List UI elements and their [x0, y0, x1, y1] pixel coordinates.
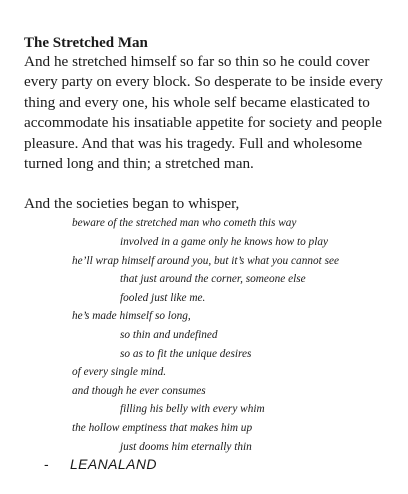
poem-line: so thin and undefined	[120, 329, 218, 341]
poem-line: the hollow emptiness that makes him up	[72, 421, 253, 434]
signature-dash: -	[44, 456, 50, 472]
poem-line: fooled just like me.	[120, 291, 206, 304]
signature	[44, 456, 157, 472]
signature-name: LEANALAND	[70, 456, 157, 472]
poem-line: so as to fit the unique desires	[120, 347, 252, 360]
poem-line: he’ll wrap himself around you, but it’s what you cannot see	[72, 254, 340, 267]
poem-line: of every single mind.	[72, 366, 167, 379]
poem-line: filling his belly with every whim	[120, 403, 265, 416]
poem-line: involved in a game only he knows how to play	[120, 236, 329, 249]
document	[24, 34, 396, 456]
poem-line: that just around the corner, someone else	[120, 273, 306, 286]
poem-line: beware of the stretched man who cometh this way	[72, 217, 297, 230]
poem-line: just dooms him eternally thin	[120, 440, 252, 453]
poem-line: he’s made himself so long,	[72, 310, 191, 323]
poem	[24, 214, 396, 456]
poem-line: and though he ever consumes	[72, 384, 206, 397]
body-paragraph: And he stretched himself so far so thin so he could cover every party on every block. So desperate to be inside every thing and every one, his whole self became elasticated to accommodate his insatiable appetite for society and people pleasure. And that was his tragedy. Full and wholesome turned long and thin; a stretched man.	[24, 53, 383, 173]
document-title: The Stretched Man	[24, 35, 148, 51]
poem-intro: And the societies began to whisper,	[24, 195, 240, 213]
